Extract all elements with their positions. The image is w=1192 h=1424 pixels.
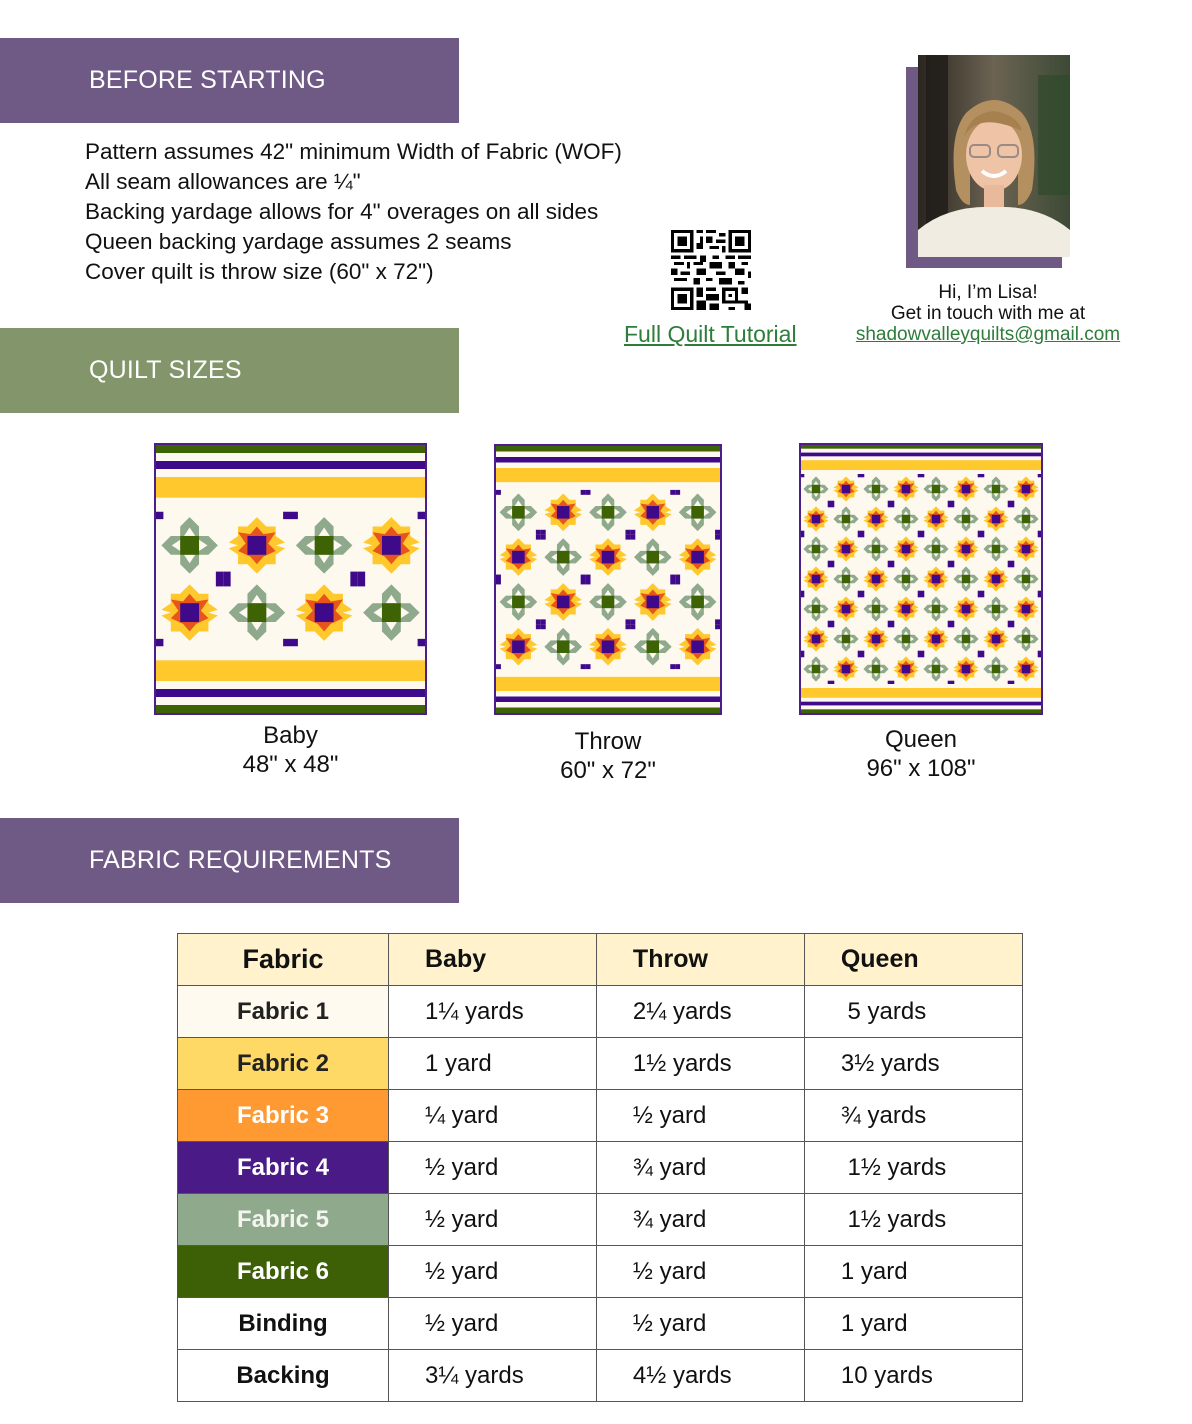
quilt-size: 60" x 72" [560,757,656,784]
header-baby: Baby [389,934,597,986]
section-title: FABRIC REQUIREMENTS [89,846,392,874]
note-line: Backing yardage allows for 4" overages on all sides [85,199,599,224]
fabric-requirements-banner [0,818,459,903]
contact-line: Get in touch with me at [890,303,1086,324]
table-row [178,1246,1023,1298]
table-row [178,1194,1023,1246]
section-title: QUILT SIZES [89,356,242,384]
table-row [178,1090,1023,1142]
throw-quilt-label [494,727,722,785]
queen-quilt-label [799,725,1043,783]
full-quilt-tutorial-link[interactable]: Full Quilt Tutorial [624,321,797,347]
throw-yardage-cell: ½ yard [596,1090,804,1142]
fabric-name-cell: Fabric 4 [178,1142,389,1194]
email-link[interactable]: shadowvalleyquilts@gmail.com [855,324,1121,345]
table-row [178,1298,1023,1350]
section-title: BEFORE STARTING [89,66,326,94]
fabric-name-cell: Fabric 3 [178,1090,389,1142]
queen-yardage-cell: 1 yard [804,1298,1022,1350]
queen-yardage-cell: 1½ yards [804,1194,1022,1246]
baby-yardage-cell: ½ yard [389,1298,597,1350]
queen-yardage-cell: 1 yard [804,1246,1022,1298]
throw-yardage-cell: ¾ yard [596,1142,804,1194]
author-photo [918,55,1070,257]
header-throw: Throw [596,934,804,986]
fabric-requirements-table [177,933,1023,1402]
queen-yardage-cell: 5 yards [804,986,1022,1038]
baby-yardage-cell: ½ yard [389,1246,597,1298]
table-row [178,986,1023,1038]
queen-yardage-cell: ¾ yards [804,1090,1022,1142]
table-row [178,1142,1023,1194]
baby-yardage-cell: ½ yard [389,1142,597,1194]
baby-yardage-cell: 1 yard [389,1038,597,1090]
baby-quilt-label [154,721,427,779]
quilt-size: 48" x 48" [242,751,339,778]
table-row [178,1350,1023,1402]
throw-quilt-image [494,444,722,715]
fabric-name-cell: Fabric 2 [178,1038,389,1090]
note-line: Cover quilt is throw size (60" x 72") [85,259,434,284]
throw-yardage-cell: 2¼ yards [596,986,804,1038]
baby-yardage-cell: 1¼ yards [389,986,597,1038]
fabric-name-cell: Binding [178,1298,389,1350]
quilt-name: Baby [263,722,318,749]
throw-yardage-cell: 4½ yards [596,1350,804,1402]
queen-yardage-cell: 10 yards [804,1350,1022,1402]
qr-code-icon[interactable] [669,230,753,310]
note-line: Queen backing yardage assumes 2 seams [85,229,512,254]
throw-yardage-cell: ¾ yard [596,1194,804,1246]
queen-yardage-cell: 1½ yards [804,1142,1022,1194]
header-fabric: Fabric [178,934,389,986]
fabric-name-cell: Backing [178,1350,389,1402]
baby-yardage-cell: 3¼ yards [389,1350,597,1402]
pattern-notes [85,137,622,287]
queen-yardage-cell: 3½ yards [804,1038,1022,1090]
baby-yardage-cell: ½ yard [389,1194,597,1246]
author-bio [848,282,1128,345]
fabric-name-cell: Fabric 1 [178,986,389,1038]
table-row [178,1038,1023,1090]
baby-quilt-image [154,443,427,715]
greeting: Hi, I’m Lisa! [938,282,1038,303]
portrait-icon [918,55,1070,257]
baby-yardage-cell: ¼ yard [389,1090,597,1142]
before-starting-banner [0,38,459,123]
table-header-row [178,934,1023,986]
fabric-name-cell: Fabric 6 [178,1246,389,1298]
quilt-name: Throw [574,728,642,755]
quilt-sizes-banner [0,328,459,413]
throw-yardage-cell: ½ yard [596,1246,804,1298]
header-queen: Queen [804,934,1022,986]
quilt-size: 96" x 108" [866,755,976,782]
fabric-name-cell: Fabric 5 [178,1194,389,1246]
note-line: Pattern assumes 42" minimum Width of Fabric (WOF) [85,139,622,164]
note-line: All seam allowances are ¼" [85,169,361,194]
quilt-name: Queen [884,726,958,753]
throw-yardage-cell: ½ yard [596,1298,804,1350]
throw-yardage-cell: 1½ yards [596,1038,804,1090]
queen-quilt-image [799,443,1043,715]
